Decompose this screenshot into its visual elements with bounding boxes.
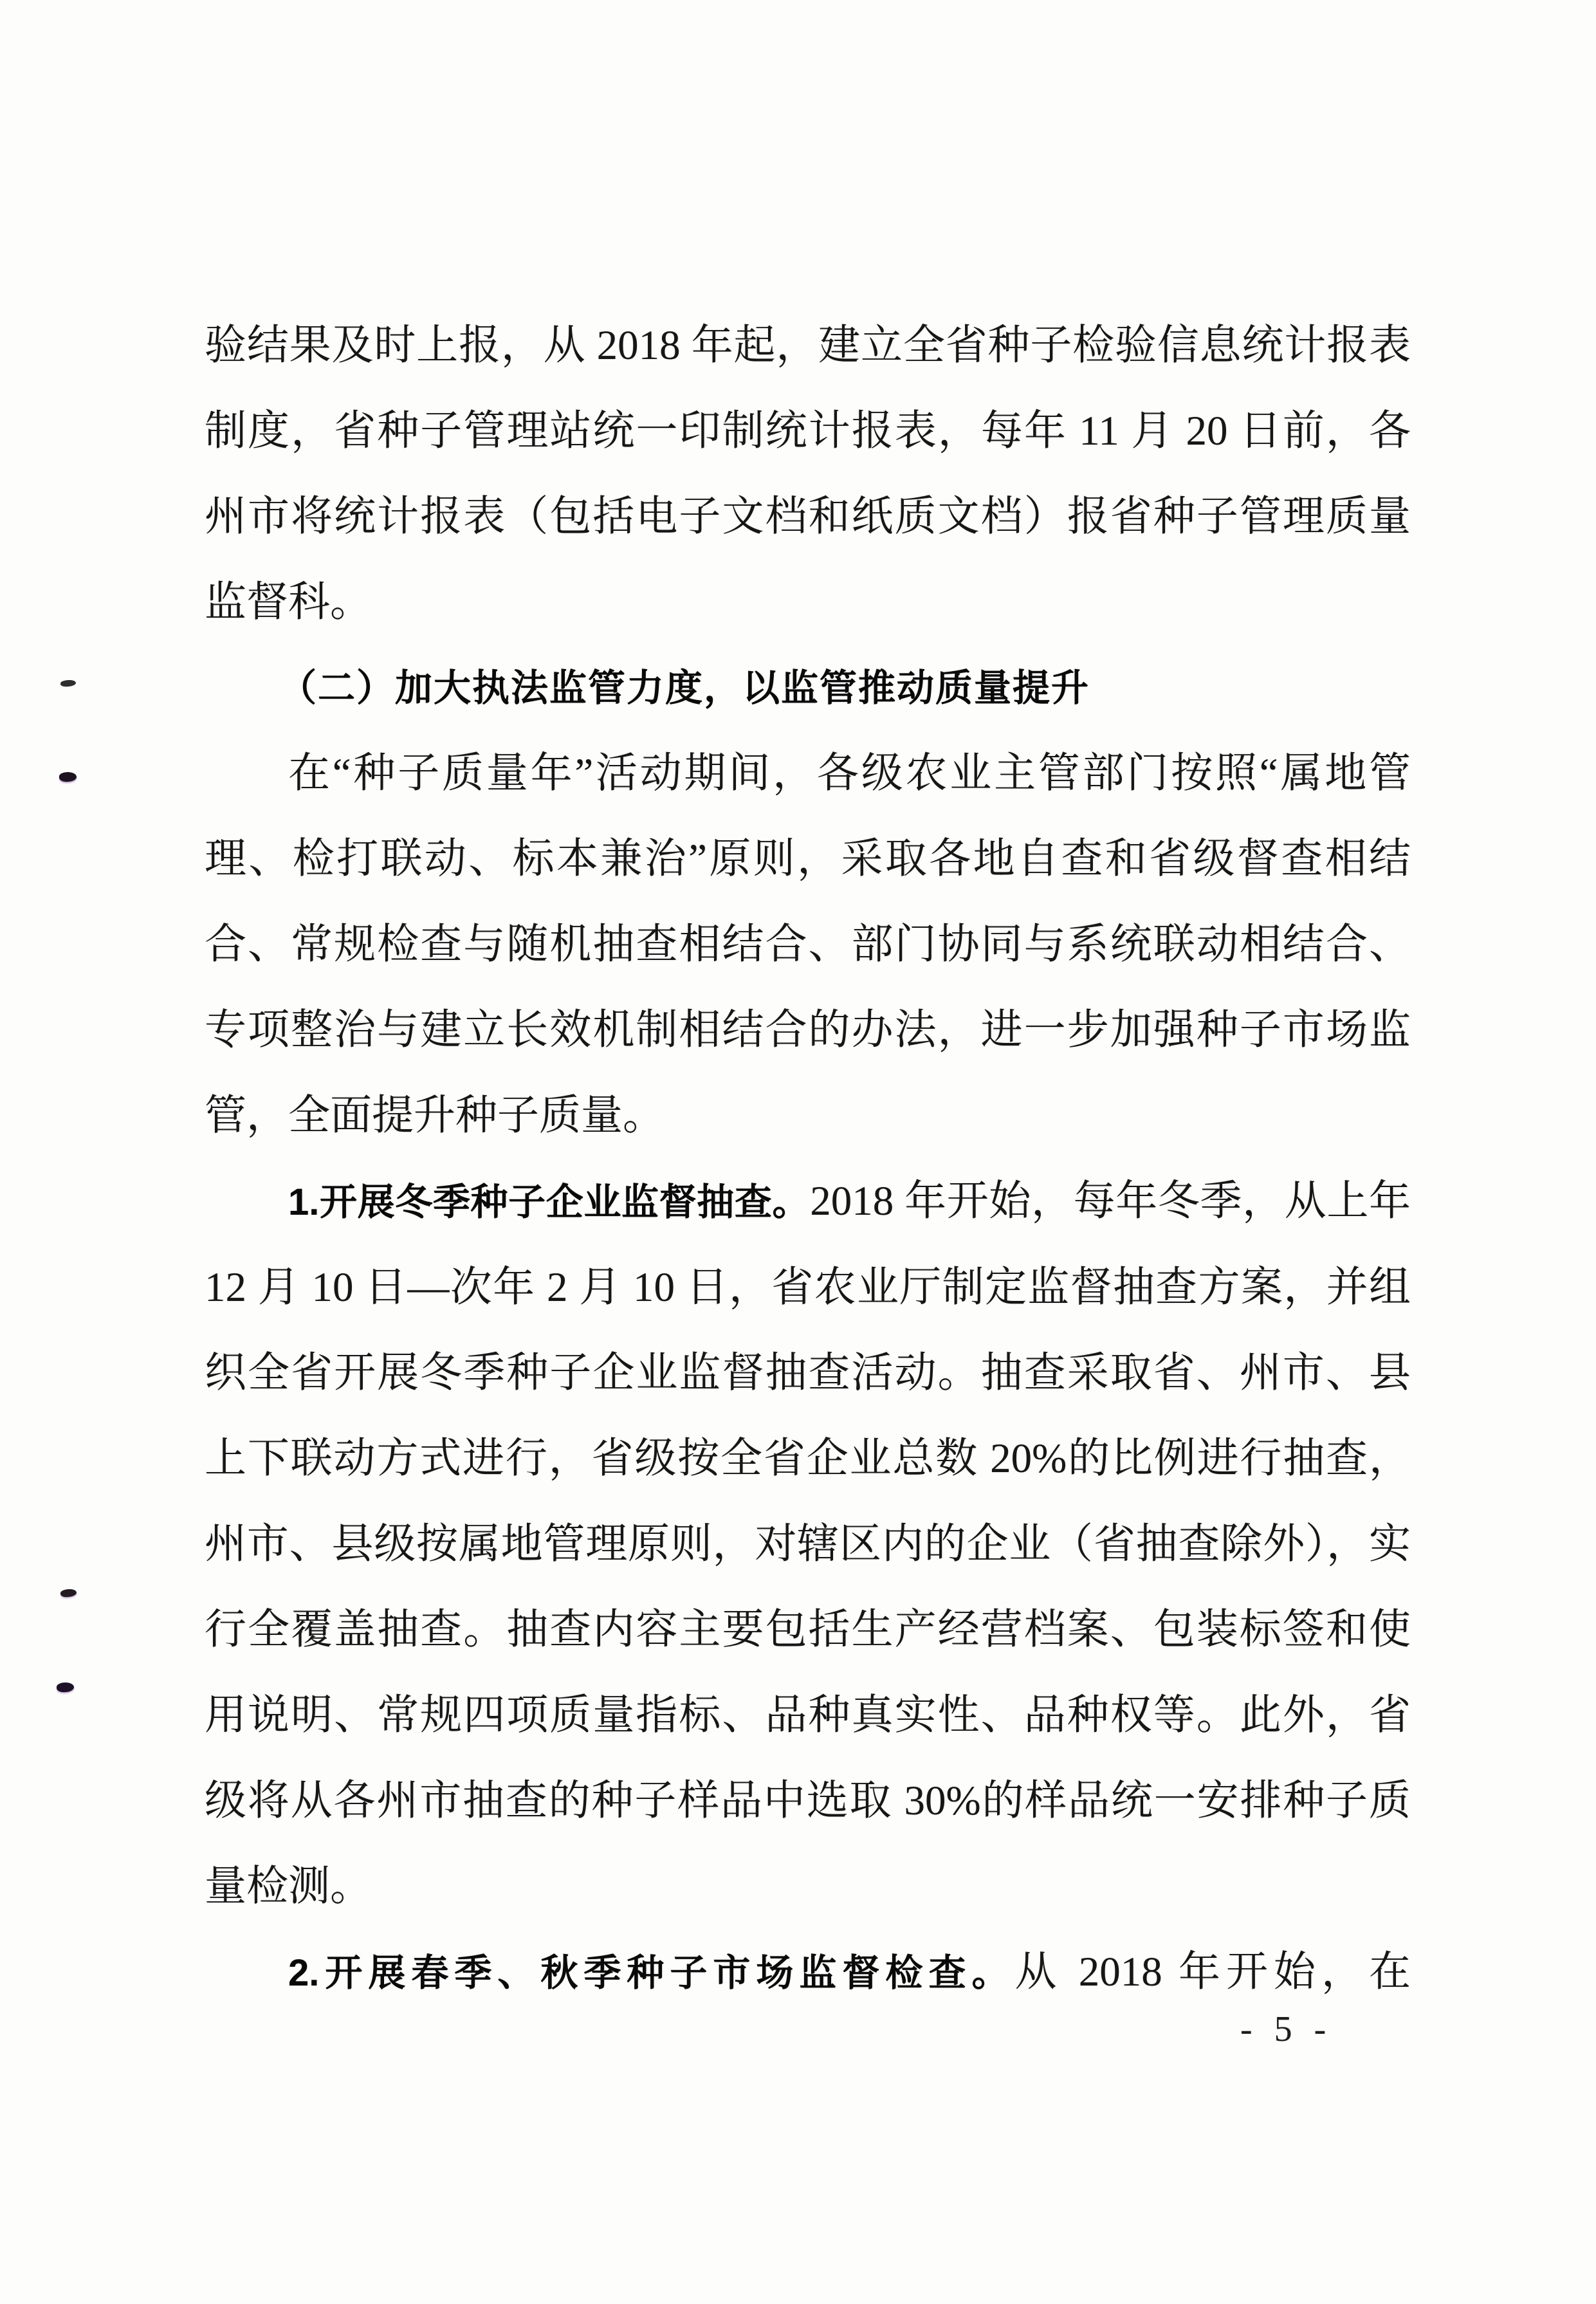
paragraph-spring-autumn-market-inspection <box>205 1930 1411 2016</box>
bold-lead-item-2: 2.开展春季、秋季种子市场监督检查。 <box>288 1952 1015 1994</box>
scan-smudge-mark <box>59 771 77 782</box>
paragraph-seed-quality-year-principles: 在“种子质量年”活动期间，各级农业主管部门按照“属地管理、检打联动、标本兼治”原则，采取各地自查和省级督查相结合、常规检查与随机抽查相结合、部门协同与系统联动相结合、专项整治与建立长效机制相结合的办法，进一步加强种子市场监管，全面提升种子质量。 <box>205 750 1411 1139</box>
scan-smudge-mark <box>60 1589 77 1598</box>
paragraph-text: 2018 年开始，每年冬季，从上年 12 月 10 日—次年 2 月 10 日，省农业厅制定监督抽查方案，并组织全省开展冬季种子企业监督抽查活动。抽查采取省、州市、县上下联动方式进行，省级按全省企业总数 20%的比例进行抽查，州市、县级按属地管理原则，对辖区内的企业（省抽查除外），实行全覆盖抽查。抽查内容主要包括生产经营档案、包装标签和使用说明、常规四项质量指标、品种真实性、品种权等。此外，省级将从各州市抽查的种子样品中选取 30%的样品统一安排种子质量检测。 <box>205 1178 1411 1910</box>
bold-lead-item-1: 1.开展冬季种子企业监督抽查。 <box>288 1181 811 1223</box>
paragraph-statistics-reporting-continuation: 验结果及时上报，从 2018 年起，建立全省种子检验信息统计报表制度，省种子管理站统一印制统计报表，每年 11 月 20 日前，各州市将统计报表（包括电子文档和纸质文档）报省种子管理质量监督科。 <box>205 322 1411 625</box>
scan-smudge-mark <box>60 679 77 687</box>
section-heading-law-enforcement: （二）加大执法监管力度，以监管推动质量提升 <box>279 667 1090 709</box>
paragraph-winter-enterprise-inspection <box>205 1159 1411 1930</box>
paragraph-text: 从 2018 年开始，在 <box>1014 1949 1411 1995</box>
page-number: - 5 - <box>1240 2009 1333 2049</box>
scan-smudge-mark <box>56 1682 74 1693</box>
document-text-block <box>205 303 1411 2016</box>
